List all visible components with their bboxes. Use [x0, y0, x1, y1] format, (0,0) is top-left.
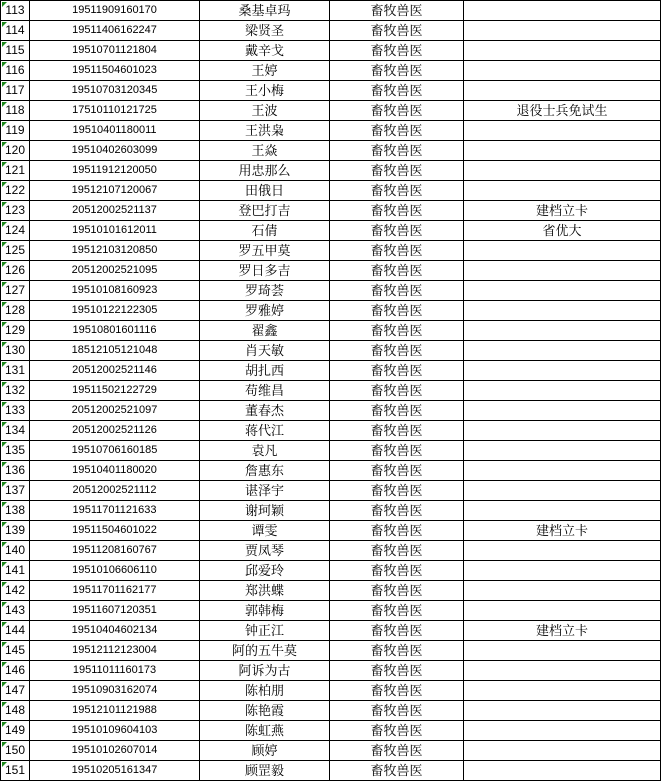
major-cell[interactable]: 畜牧兽医 [330, 221, 464, 241]
row-number-cell[interactable]: 141 [1, 561, 30, 581]
row-number-cell[interactable]: 134 [1, 421, 30, 441]
student-id-cell[interactable]: 20512002521137 [30, 201, 200, 221]
table-row [1, 341, 661, 361]
row-number-cell[interactable]: 139 [1, 521, 30, 541]
student-name-cell[interactable]: 谢珂颖 [200, 501, 330, 521]
student-id-cell[interactable]: 19510703120345 [30, 81, 200, 101]
student-name-cell[interactable]: 钟正江 [200, 621, 330, 641]
student-name-cell[interactable]: 陈艳霞 [200, 701, 330, 721]
table-row [1, 441, 661, 461]
row-number-cell[interactable]: 138 [1, 501, 30, 521]
table-row [1, 741, 661, 761]
remark-cell[interactable] [464, 441, 661, 461]
table-row [1, 401, 661, 421]
row-number-cell[interactable]: 126 [1, 261, 30, 281]
student-id-cell[interactable]: 18512105121048 [30, 341, 200, 361]
student-id-cell[interactable]: 19511701121633 [30, 501, 200, 521]
remark-cell[interactable] [464, 381, 661, 401]
major-cell[interactable]: 畜牧兽医 [330, 541, 464, 561]
student-name-cell[interactable]: 胡扎西 [200, 361, 330, 381]
row-number-cell[interactable]: 146 [1, 661, 30, 681]
table-row [1, 41, 661, 61]
remark-cell[interactable]: 省优大 [464, 221, 661, 241]
row-number-cell[interactable]: 149 [1, 721, 30, 741]
major-cell[interactable]: 畜牧兽医 [330, 281, 464, 301]
remark-cell[interactable]: 建档立卡 [464, 621, 661, 641]
row-number-cell[interactable]: 117 [1, 81, 30, 101]
student-name-cell[interactable]: 郑洪蝶 [200, 581, 330, 601]
remark-cell[interactable] [464, 261, 661, 281]
row-number-cell[interactable]: 150 [1, 741, 30, 761]
remark-cell[interactable]: 退役士兵免试生 [464, 101, 661, 121]
row-number-cell[interactable]: 122 [1, 181, 30, 201]
student-id-cell[interactable]: 19510706160185 [30, 441, 200, 461]
student-name-cell[interactable]: 顾婷 [200, 741, 330, 761]
row-number-cell[interactable]: 124 [1, 221, 30, 241]
remark-cell[interactable] [464, 421, 661, 441]
remark-cell[interactable] [464, 301, 661, 321]
major-cell[interactable]: 畜牧兽医 [330, 201, 464, 221]
table-row [1, 181, 661, 201]
table-row [1, 581, 661, 601]
student-name-cell[interactable]: 顾罡毅 [200, 761, 330, 781]
student-name-cell[interactable]: 王波 [200, 101, 330, 121]
student-id-cell[interactable]: 19510106606110 [30, 561, 200, 581]
student-id-cell[interactable]: 19510109604103 [30, 721, 200, 741]
student-name-cell[interactable]: 罗日多吉 [200, 261, 330, 281]
table-row [1, 101, 661, 121]
student-id-cell[interactable]: 20512002521097 [30, 401, 200, 421]
remark-cell[interactable] [464, 461, 661, 481]
student-id-cell[interactable]: 20512002521095 [30, 261, 200, 281]
student-id-cell[interactable]: 19510401180020 [30, 461, 200, 481]
remark-cell[interactable] [464, 561, 661, 581]
major-cell[interactable]: 畜牧兽医 [330, 621, 464, 641]
table-row [1, 641, 661, 661]
student-name-cell[interactable]: 登巴打吉 [200, 201, 330, 221]
student-id-cell[interactable]: 19510108160923 [30, 281, 200, 301]
major-cell[interactable]: 畜牧兽医 [330, 341, 464, 361]
student-name-cell[interactable]: 袁凡 [200, 441, 330, 461]
remark-cell[interactable] [464, 681, 661, 701]
student-name-cell[interactable]: 董春杰 [200, 401, 330, 421]
table-row [1, 201, 661, 221]
student-id-cell[interactable]: 19510701121804 [30, 41, 200, 61]
remark-cell[interactable] [464, 21, 661, 41]
student-id-cell[interactable]: 17510110121725 [30, 101, 200, 121]
row-number-cell[interactable]: 143 [1, 601, 30, 621]
major-cell[interactable]: 畜牧兽医 [330, 701, 464, 721]
remark-cell[interactable] [464, 701, 661, 721]
remark-cell[interactable] [464, 41, 661, 61]
table-row [1, 241, 661, 261]
major-cell[interactable]: 畜牧兽医 [330, 501, 464, 521]
student-id-cell[interactable]: 19512112123004 [30, 641, 200, 661]
student-name-cell[interactable]: 谭雯 [200, 521, 330, 541]
student-name-cell[interactable]: 郭韩梅 [200, 601, 330, 621]
student-id-cell[interactable]: 19511502122729 [30, 381, 200, 401]
student-name-cell[interactable]: 詹惠东 [200, 461, 330, 481]
row-number-cell[interactable]: 115 [1, 41, 30, 61]
table-row [1, 121, 661, 141]
table-row [1, 321, 661, 341]
major-cell[interactable]: 畜牧兽医 [330, 681, 464, 701]
remark-cell[interactable] [464, 321, 661, 341]
remark-cell[interactable] [464, 81, 661, 101]
table-row [1, 221, 661, 241]
major-cell[interactable]: 畜牧兽医 [330, 581, 464, 601]
student-id-cell[interactable]: 19510205161347 [30, 761, 200, 781]
student-id-cell[interactable]: 19511208160767 [30, 541, 200, 561]
row-number-cell[interactable]: 116 [1, 61, 30, 81]
row-number-cell[interactable]: 147 [1, 681, 30, 701]
table-row [1, 621, 661, 641]
table-row [1, 521, 661, 541]
major-cell[interactable]: 畜牧兽医 [330, 161, 464, 181]
student-id-cell[interactable]: 20512002521146 [30, 361, 200, 381]
row-number-cell[interactable]: 128 [1, 301, 30, 321]
student-name-cell[interactable]: 蒋代江 [200, 421, 330, 441]
row-number-cell[interactable]: 132 [1, 381, 30, 401]
major-cell[interactable]: 畜牧兽医 [330, 101, 464, 121]
table-row [1, 141, 661, 161]
student-id-cell[interactable]: 19511607120351 [30, 601, 200, 621]
table-row [1, 461, 661, 481]
student-name-cell[interactable]: 阿诉为古 [200, 661, 330, 681]
student-name-cell[interactable]: 罗雅婷 [200, 301, 330, 321]
table-row [1, 261, 661, 281]
remark-cell[interactable] [464, 601, 661, 621]
major-cell[interactable]: 畜牧兽医 [330, 741, 464, 761]
table-row [1, 81, 661, 101]
remark-cell[interactable] [464, 161, 661, 181]
remark-cell[interactable] [464, 661, 661, 681]
remark-cell[interactable] [464, 121, 661, 141]
student-name-cell[interactable]: 苟维昌 [200, 381, 330, 401]
student-id-cell[interactable]: 19511504601023 [30, 61, 200, 81]
table-row [1, 381, 661, 401]
table-row [1, 661, 661, 681]
row-number-cell[interactable]: 118 [1, 101, 30, 121]
remark-cell[interactable] [464, 61, 661, 81]
student-id-cell[interactable]: 19510402603099 [30, 141, 200, 161]
major-cell[interactable]: 畜牧兽医 [330, 721, 464, 741]
row-number-cell[interactable]: 142 [1, 581, 30, 601]
student-id-cell[interactable]: 19510101612011 [30, 221, 200, 241]
student-id-cell[interactable]: 19510903162074 [30, 681, 200, 701]
table-body [1, 1, 661, 781]
student-id-cell[interactable]: 19511011160173 [30, 661, 200, 681]
remark-cell[interactable] [464, 281, 661, 301]
row-number-cell[interactable]: 123 [1, 201, 30, 221]
row-number-cell[interactable]: 137 [1, 481, 30, 501]
remark-cell[interactable] [464, 361, 661, 381]
student-name-cell[interactable]: 邱爱玲 [200, 561, 330, 581]
remark-cell[interactable] [464, 341, 661, 361]
remark-cell[interactable] [464, 761, 661, 781]
major-cell[interactable]: 畜牧兽医 [330, 1, 464, 21]
remark-cell[interactable]: 建档立卡 [464, 521, 661, 541]
table-row [1, 281, 661, 301]
table-row [1, 61, 661, 81]
major-cell[interactable]: 畜牧兽医 [330, 361, 464, 381]
major-cell[interactable]: 畜牧兽医 [330, 561, 464, 581]
row-number-cell[interactable]: 131 [1, 361, 30, 381]
major-cell[interactable]: 畜牧兽医 [330, 381, 464, 401]
major-cell[interactable]: 畜牧兽医 [330, 481, 464, 501]
student-name-cell[interactable]: 桑基卓玛 [200, 1, 330, 21]
table-row [1, 761, 661, 781]
remark-cell[interactable] [464, 581, 661, 601]
student-id-cell[interactable]: 19510102607014 [30, 741, 200, 761]
major-cell[interactable]: 畜牧兽医 [330, 61, 464, 81]
student-name-cell[interactable]: 戴辛戈 [200, 41, 330, 61]
student-name-cell[interactable]: 石倩 [200, 221, 330, 241]
student-id-cell[interactable]: 20512002521126 [30, 421, 200, 441]
student-id-cell[interactable]: 19511909160170 [30, 1, 200, 21]
row-number-cell[interactable]: 135 [1, 441, 30, 461]
row-number-cell[interactable]: 136 [1, 461, 30, 481]
remark-cell[interactable] [464, 641, 661, 661]
major-cell[interactable]: 畜牧兽医 [330, 641, 464, 661]
row-number-cell[interactable]: 120 [1, 141, 30, 161]
row-number-cell[interactable]: 119 [1, 121, 30, 141]
remark-cell[interactable] [464, 541, 661, 561]
table-row [1, 361, 661, 381]
student-id-cell[interactable]: 19510404602134 [30, 621, 200, 641]
student-name-cell[interactable]: 翟鑫 [200, 321, 330, 341]
major-cell[interactable]: 畜牧兽医 [330, 321, 464, 341]
table-row [1, 301, 661, 321]
major-cell[interactable]: 畜牧兽医 [330, 141, 464, 161]
table-row [1, 21, 661, 41]
student-name-cell[interactable]: 罗琦荟 [200, 281, 330, 301]
major-cell[interactable]: 畜牧兽医 [330, 461, 464, 481]
remark-cell[interactable] [464, 181, 661, 201]
student-name-cell[interactable]: 阿的五牛莫 [200, 641, 330, 661]
row-number-cell[interactable]: 151 [1, 761, 30, 781]
remark-cell[interactable] [464, 721, 661, 741]
row-number-cell[interactable]: 113 [1, 1, 30, 21]
table-row [1, 701, 661, 721]
remark-cell[interactable]: 建档立卡 [464, 201, 661, 221]
remark-cell[interactable] [464, 1, 661, 21]
student-name-cell[interactable]: 罗五甲莫 [200, 241, 330, 261]
student-name-cell[interactable]: 王焱 [200, 141, 330, 161]
table-row [1, 1, 661, 21]
major-cell[interactable]: 畜牧兽医 [330, 601, 464, 621]
major-cell[interactable]: 畜牧兽医 [330, 121, 464, 141]
row-number-cell[interactable]: 140 [1, 541, 30, 561]
major-cell[interactable]: 畜牧兽医 [330, 521, 464, 541]
student-name-cell[interactable]: 王婷 [200, 61, 330, 81]
table-row [1, 501, 661, 521]
remark-cell[interactable] [464, 741, 661, 761]
table-row [1, 601, 661, 621]
student-name-cell[interactable]: 田俄日 [200, 181, 330, 201]
row-number-cell[interactable]: 133 [1, 401, 30, 421]
remark-cell[interactable] [464, 401, 661, 421]
major-cell[interactable]: 畜牧兽医 [330, 181, 464, 201]
student-name-cell[interactable]: 肖天敏 [200, 341, 330, 361]
major-cell[interactable]: 畜牧兽医 [330, 441, 464, 461]
table-row [1, 721, 661, 741]
student-name-cell[interactable]: 贾凤琴 [200, 541, 330, 561]
student-name-cell[interactable]: 用忠那么 [200, 161, 330, 181]
row-number-cell[interactable]: 144 [1, 621, 30, 641]
student-id-cell[interactable]: 19511912120050 [30, 161, 200, 181]
student-name-cell[interactable]: 谌泽宇 [200, 481, 330, 501]
major-cell[interactable]: 畜牧兽医 [330, 81, 464, 101]
major-cell[interactable]: 畜牧兽医 [330, 421, 464, 441]
student-id-cell[interactable]: 19510801601116 [30, 321, 200, 341]
student-id-cell[interactable]: 19510401180011 [30, 121, 200, 141]
major-cell[interactable]: 畜牧兽医 [330, 761, 464, 781]
table-row [1, 681, 661, 701]
row-number-cell[interactable]: 125 [1, 241, 30, 261]
major-cell[interactable]: 畜牧兽医 [330, 41, 464, 61]
student-name-cell[interactable]: 王小梅 [200, 81, 330, 101]
student-name-cell[interactable]: 王洪枭 [200, 121, 330, 141]
row-number-cell[interactable]: 145 [1, 641, 30, 661]
table-row [1, 561, 661, 581]
remark-cell[interactable] [464, 241, 661, 261]
remark-cell[interactable] [464, 501, 661, 521]
row-number-cell[interactable]: 127 [1, 281, 30, 301]
row-number-cell[interactable]: 148 [1, 701, 30, 721]
row-number-cell[interactable]: 121 [1, 161, 30, 181]
student-id-cell[interactable]: 19512101121988 [30, 701, 200, 721]
student-id-cell[interactable]: 19512103120850 [30, 241, 200, 261]
student-id-cell[interactable]: 19510122122305 [30, 301, 200, 321]
major-cell[interactable]: 畜牧兽医 [330, 661, 464, 681]
row-number-cell[interactable]: 130 [1, 341, 30, 361]
student-id-cell[interactable]: 19511701162177 [30, 581, 200, 601]
major-cell[interactable]: 畜牧兽医 [330, 21, 464, 41]
student-name-cell[interactable]: 陈虹燕 [200, 721, 330, 741]
student-id-cell[interactable]: 20512002521112 [30, 481, 200, 501]
table-row [1, 481, 661, 501]
table-row [1, 421, 661, 441]
row-number-cell[interactable]: 114 [1, 21, 30, 41]
student-id-cell[interactable]: 19511504601022 [30, 521, 200, 541]
major-cell[interactable]: 畜牧兽医 [330, 241, 464, 261]
student-name-cell[interactable]: 梁贤圣 [200, 21, 330, 41]
student-name-cell[interactable]: 陈柏朋 [200, 681, 330, 701]
remark-cell[interactable] [464, 141, 661, 161]
student-id-cell[interactable]: 19512107120067 [30, 181, 200, 201]
major-cell[interactable]: 畜牧兽医 [330, 301, 464, 321]
remark-cell[interactable] [464, 481, 661, 501]
major-cell[interactable]: 畜牧兽医 [330, 261, 464, 281]
table-row [1, 161, 661, 181]
major-cell[interactable]: 畜牧兽医 [330, 401, 464, 421]
student-id-cell[interactable]: 19511406162247 [30, 21, 200, 41]
table-row [1, 541, 661, 561]
row-number-cell[interactable]: 129 [1, 321, 30, 341]
